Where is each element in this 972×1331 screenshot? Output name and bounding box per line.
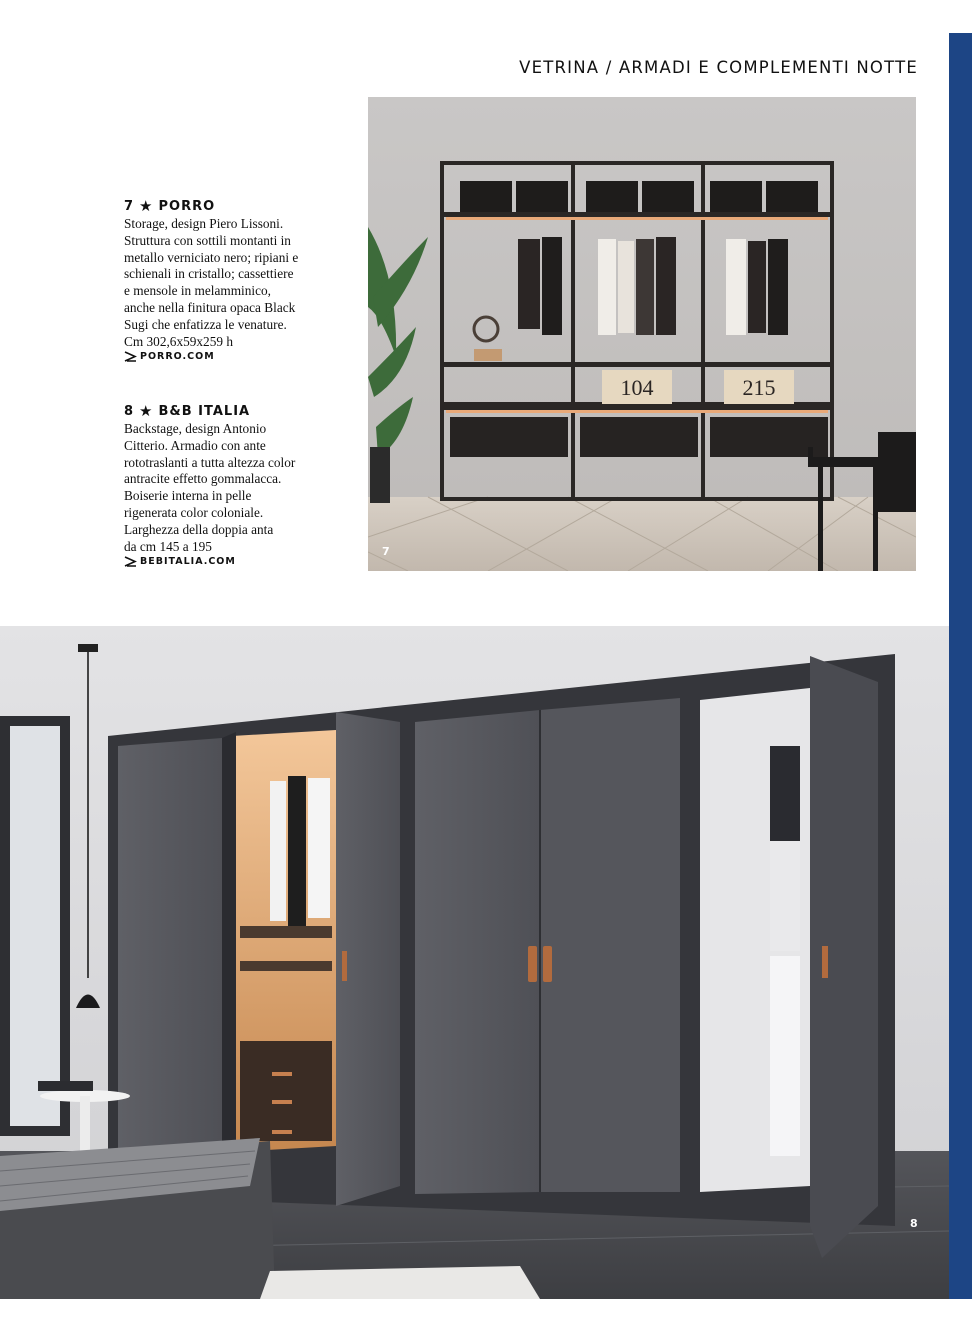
entry-title [124, 402, 324, 420]
entry-description: Storage, design Piero Lissoni. Struttura con sottili montanti in metallo verniciato nero; ripiani e schienali in cristallo; cassettiere e mensole in melamminico, anche nella finitura opaca Black Sugi che enfatizza le venature. Cm 302,6x59x259 h [124, 216, 299, 349]
entry-title [124, 197, 324, 215]
product-entry-bb-italia [124, 402, 324, 567]
entry-brand: PORRO [158, 198, 216, 214]
star-icon: ★ [139, 402, 154, 420]
box-label: 215 [742, 375, 776, 400]
product-photo-bb-italia [0, 626, 949, 1299]
arrow-icon [124, 556, 137, 567]
entry-link-text[interactable]: PORRO.COM [140, 351, 215, 363]
section-header: VETRINA / ARMADI E COMPLEMENTI NOTTE [519, 58, 918, 77]
entry-link[interactable] [124, 351, 324, 362]
box-label: 104 [620, 375, 654, 400]
photo-number: 7 [382, 545, 390, 558]
side-color-tab [949, 33, 972, 1299]
product-entry-porro [124, 197, 324, 362]
product-photo-porro [368, 97, 916, 571]
entry-number: 7 [124, 198, 135, 214]
entry-description: Backstage, design Antonio Citterio. Armadio con ante rototraslanti a tutta altezza color antracite effetto gommalacca. Boiserie interna in pelle rigenerata color coloniale. Larghezza della doppia anta da cm 145 a 195 [124, 421, 296, 554]
star-icon: ★ [139, 197, 154, 215]
entry-brand: B&B ITALIA [158, 403, 251, 419]
photo-number: 8 [910, 1217, 918, 1230]
entry-link[interactable] [124, 556, 324, 567]
entry-number: 8 [124, 403, 135, 419]
arrow-icon [124, 351, 137, 362]
entry-link-text[interactable]: BEBITALIA.COM [140, 556, 236, 568]
